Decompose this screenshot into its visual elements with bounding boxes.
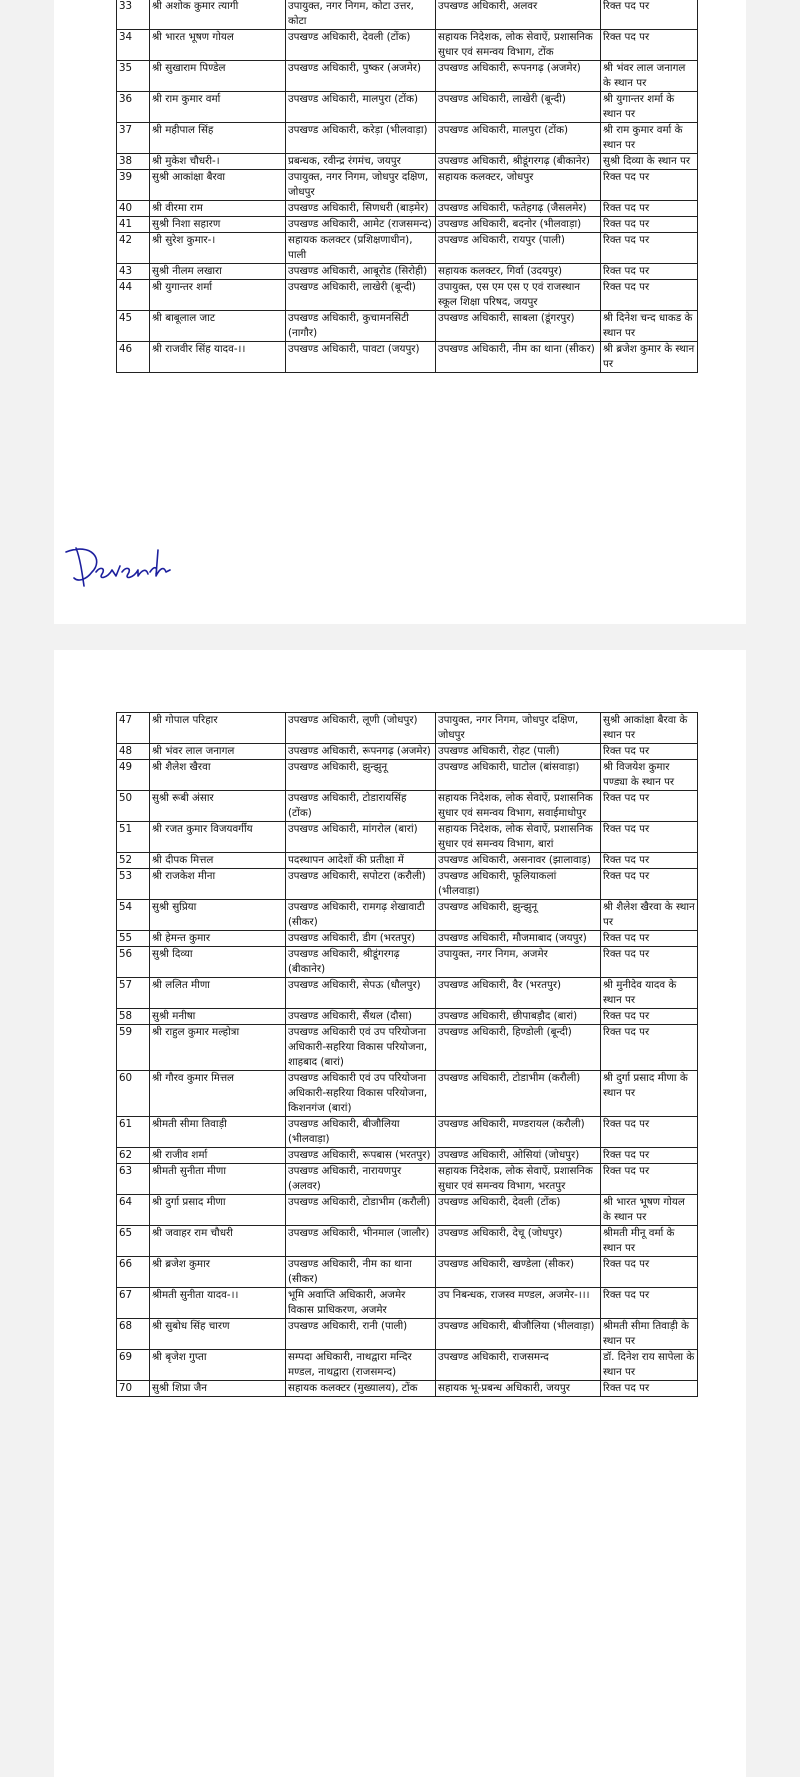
cell-serial-no: 53 (117, 869, 150, 900)
cell-officer-name: सुश्री नीलम लखारा (150, 264, 286, 280)
cell-remark: रिक्त पद पर (601, 869, 698, 900)
cell-current-post: उपखण्ड अधिकारी, रूपनगढ़ (अजमेर) (286, 744, 436, 760)
cell-serial-no: 61 (117, 1117, 150, 1148)
cell-current-post: उपखण्ड अधिकारी, डीग (भरतपुर) (286, 931, 436, 947)
cell-remark: डॉ. दिनेश राय सापेला के स्थान पर (601, 1350, 698, 1381)
cell-serial-no: 42 (117, 233, 150, 264)
cell-officer-name: श्री युगान्तर शर्मा (150, 280, 286, 311)
cell-current-post: उपखण्ड अधिकारी, झुन्झुनू (286, 760, 436, 791)
cell-current-post: सहायक कलक्टर (मुख्यालय), टोंक (286, 1381, 436, 1397)
cell-remark: रिक्त पद पर (601, 1009, 698, 1025)
table-row (117, 1164, 698, 1195)
cell-remark: रिक्त पद पर (601, 1025, 698, 1071)
cell-remark: श्री भंवर लाल जनागल के स्थान पर (601, 61, 698, 92)
cell-serial-no: 58 (117, 1009, 150, 1025)
cell-serial-no: 40 (117, 201, 150, 217)
cell-current-post: उपखण्ड अधिकारी एवं उप परियोजना अधिकारी-सहरिया विकास परियोजना, शाहबाद (बारां) (286, 1025, 436, 1071)
cell-new-post: उपखण्ड अधिकारी, रायपुर (पाली) (436, 233, 601, 264)
cell-serial-no: 50 (117, 791, 150, 822)
cell-new-post: सहायक कलक्टर, जोधपुर (436, 170, 601, 201)
cell-remark: श्रीमती सीमा तिवाड़ी के स्थान पर (601, 1319, 698, 1350)
cell-officer-name: सुश्री निशा सहारण (150, 217, 286, 233)
cell-serial-no: 68 (117, 1319, 150, 1350)
cell-remark: रिक्त पद पर (601, 1117, 698, 1148)
cell-new-post: उपखण्ड अधिकारी, देवली (टोंक) (436, 1195, 601, 1226)
cell-new-post: उपखण्ड अधिकारी, हिण्डोली (बून्दी) (436, 1025, 601, 1071)
cell-officer-name: श्री राम कुमार वर्मा (150, 92, 286, 123)
cell-current-post: उपखण्ड अधिकारी, मांगरोल (बारां) (286, 822, 436, 853)
cell-remark: रिक्त पद पर (601, 853, 698, 869)
cell-officer-name: श्री जवाहर राम चौधरी (150, 1226, 286, 1257)
cell-new-post: उपखण्ड अधिकारी, मौजमाबाद (जयपुर) (436, 931, 601, 947)
cell-current-post: उपखण्ड अधिकारी, बीजौलिया (भीलवाड़ा) (286, 1117, 436, 1148)
cell-new-post: उपखण्ड अधिकारी, मालपुरा (टोंक) (436, 123, 601, 154)
cell-new-post: उपखण्ड अधिकारी, साबला (डूंगरपुर) (436, 311, 601, 342)
table-row (117, 1148, 698, 1164)
cell-serial-no: 39 (117, 170, 150, 201)
cell-current-post: उपखण्ड अधिकारी, आबूरोड (सिरोही) (286, 264, 436, 280)
cell-new-post: उपायुक्त, नगर निगम, जोधपुर दक्षिण, जोधपुर (436, 713, 601, 744)
cell-new-post: उपखण्ड अधिकारी, श्रीडूंगरगढ़ (बीकानेर) (436, 154, 601, 170)
cell-remark: रिक्त पद पर (601, 201, 698, 217)
table-row (117, 869, 698, 900)
cell-current-post: उपखण्ड अधिकारी, टोडाभीम (करौली) (286, 1195, 436, 1226)
cell-serial-no: 70 (117, 1381, 150, 1397)
cell-serial-no: 43 (117, 264, 150, 280)
cell-remark: सुश्री दिव्या के स्थान पर (601, 154, 698, 170)
cell-current-post: उपखण्ड अधिकारी, सिणधरी (बाड़मेर) (286, 201, 436, 217)
cell-officer-name: श्री सुरेश कुमार-। (150, 233, 286, 264)
table-row (117, 233, 698, 264)
table-row (117, 791, 698, 822)
cell-serial-no: 60 (117, 1071, 150, 1117)
table-row (117, 92, 698, 123)
cell-officer-name: श्री दुर्गा प्रसाद मीणा (150, 1195, 286, 1226)
cell-remark: रिक्त पद पर (601, 947, 698, 978)
cell-serial-no: 62 (117, 1148, 150, 1164)
cell-remark: रिक्त पद पर (601, 1288, 698, 1319)
cell-officer-name: सुश्री मनीषा (150, 1009, 286, 1025)
cell-new-post: उपखण्ड अधिकारी, नीम का थाना (सीकर) (436, 342, 601, 373)
table-row (117, 1226, 698, 1257)
cell-remark: रिक्त पद पर (601, 791, 698, 822)
cell-current-post: उपखण्ड अधिकारी, रामगढ़ शेखावाटी (सीकर) (286, 900, 436, 931)
cell-remark: रिक्त पद पर (601, 233, 698, 264)
cell-current-post: प्रबन्धक, रवीन्द्र रंगमंच, जयपुर (286, 154, 436, 170)
cell-remark: रिक्त पद पर (601, 1381, 698, 1397)
cell-serial-no: 47 (117, 713, 150, 744)
transfer-table-page-2 (116, 712, 698, 1397)
table-row (117, 30, 698, 61)
cell-current-post: उपखण्ड अधिकारी, लूणी (जोधपुर) (286, 713, 436, 744)
cell-new-post: उपखण्ड अधिकारी, असनावर (झालावाड़) (436, 853, 601, 869)
table-row (117, 1009, 698, 1025)
cell-serial-no: 49 (117, 760, 150, 791)
cell-new-post: उपखण्ड अधिकारी, छीपाबड़ौद (बारां) (436, 1009, 601, 1025)
cell-new-post: सहायक निदेशक, लोक सेवाऐं, प्रशासनिक सुधार एवं समन्वय विभाग, टोंक (436, 30, 601, 61)
cell-serial-no: 56 (117, 947, 150, 978)
cell-officer-name: श्री शैलेश खैरवा (150, 760, 286, 791)
cell-new-post: सहायक निदेशक, लोक सेवाऐं, प्रशासनिक सुधार एवं समन्वय विभाग, सवाईमाधोपुर (436, 791, 601, 822)
cell-remark: श्री दिनेश चन्द धाकड के स्थान पर (601, 311, 698, 342)
cell-officer-name: श्री ललित मीणा (150, 978, 286, 1009)
cell-current-post: उपखण्ड अधिकारी, नीम का थाना (सीकर) (286, 1257, 436, 1288)
cell-officer-name: श्री गौरव कुमार मित्तल (150, 1071, 286, 1117)
cell-remark: श्री दुर्गा प्रसाद मीणा के स्थान पर (601, 1071, 698, 1117)
cell-serial-no: 67 (117, 1288, 150, 1319)
cell-officer-name: श्रीमती सीमा तिवाड़ी (150, 1117, 286, 1148)
cell-officer-name: सुश्री रूबी अंसार (150, 791, 286, 822)
table-row (117, 1117, 698, 1148)
cell-current-post: उपखण्ड अधिकारी, श्रीडूंगरगढ़ (बीकानेर) (286, 947, 436, 978)
cell-officer-name: श्री सुबोध सिंह चारण (150, 1319, 286, 1350)
cell-remark: रिक्त पद पर (601, 264, 698, 280)
cell-officer-name: श्री भंवर लाल जनागल (150, 744, 286, 760)
cell-current-post: उपखण्ड अधिकारी, मालपुरा (टोंक) (286, 92, 436, 123)
cell-serial-no: 59 (117, 1025, 150, 1071)
table-row (117, 201, 698, 217)
table-row (117, 1381, 698, 1397)
cell-officer-name: श्री सुखाराम पिण्डेल (150, 61, 286, 92)
cell-current-post: उपखण्ड अधिकारी, पावटा (जयपुर) (286, 342, 436, 373)
cell-current-post: उपखण्ड अधिकारी, रानी (पाली) (286, 1319, 436, 1350)
table-row (117, 1288, 698, 1319)
cell-new-post: उपखण्ड अधिकारी, लाखेरी (बून्दी) (436, 92, 601, 123)
cell-remark: श्री मुनीदेव यादव के स्थान पर (601, 978, 698, 1009)
table-row (117, 61, 698, 92)
cell-new-post: उपखण्ड अधिकारी, वैर (भरतपुर) (436, 978, 601, 1009)
cell-current-post: उपखण्ड अधिकारी, कुचामनसिटी (नागौर) (286, 311, 436, 342)
cell-officer-name: श्रीमती सुनीता मीणा (150, 1164, 286, 1195)
table-row (117, 311, 698, 342)
cell-remark: रिक्त पद पर (601, 822, 698, 853)
cell-current-post: उपायुक्त, नगर निगम, जोधपुर दक्षिण, जोधपुर (286, 170, 436, 201)
cell-officer-name: सुश्री सुप्रिया (150, 900, 286, 931)
cell-new-post: उपखण्ड अधिकारी, फूलियाकलां (भीलवाड़ा) (436, 869, 601, 900)
cell-remark: रिक्त पद पर (601, 280, 698, 311)
cell-serial-no: 65 (117, 1226, 150, 1257)
cell-serial-no: 55 (117, 931, 150, 947)
cell-officer-name: सुश्री दिव्या (150, 947, 286, 978)
cell-serial-no: 63 (117, 1164, 150, 1195)
cell-new-post: उपखण्ड अधिकारी, देचू (जोधपुर) (436, 1226, 601, 1257)
cell-officer-name: श्री राहुल कुमार मल्होत्रा (150, 1025, 286, 1071)
cell-current-post: उपखण्ड अधिकारी एवं उप परियोजना अधिकारी-सहरिया विकास परियोजना, किशनगंज (बारां) (286, 1071, 436, 1117)
cell-officer-name: श्री ब्रजेश कुमार (150, 1257, 286, 1288)
cell-current-post: उपखण्ड अधिकारी, आमेट (राजसमन्द) (286, 217, 436, 233)
cell-remark: रिक्त पद पर (601, 170, 698, 201)
table-row (117, 760, 698, 791)
table-row (117, 264, 698, 280)
cell-remark: रिक्त पद पर (601, 931, 698, 947)
cell-remark: श्री शैलेश खैरवा के स्थान पर (601, 900, 698, 931)
table-row (117, 947, 698, 978)
cell-serial-no: 36 (117, 92, 150, 123)
cell-current-post: पदस्थापन आदेशों की प्रतीक्षा में (286, 853, 436, 869)
table-row (117, 154, 698, 170)
cell-current-post: उपखण्ड अधिकारी, पुष्कर (अजमेर) (286, 61, 436, 92)
cell-new-post: उपखण्ड अधिकारी, रूपनगढ़ (अजमेर) (436, 61, 601, 92)
cell-serial-no: 46 (117, 342, 150, 373)
table-row (117, 1319, 698, 1350)
table-row (117, 1195, 698, 1226)
cell-serial-no: 69 (117, 1350, 150, 1381)
cell-serial-no: 57 (117, 978, 150, 1009)
table-row (117, 713, 698, 744)
table-row (117, 170, 698, 201)
cell-officer-name: श्री गोपाल परिहार (150, 713, 286, 744)
cell-officer-name: श्री राजकेश मीना (150, 869, 286, 900)
cell-current-post: उपखण्ड अधिकारी, देवली (टोंक) (286, 30, 436, 61)
cell-new-post: उपखण्ड अधिकारी, टोडाभीम (करौली) (436, 1071, 601, 1117)
cell-current-post: उपखण्ड अधिकारी, लाखेरी (बून्दी) (286, 280, 436, 311)
cell-officer-name: श्री भारत भूषण गोयल (150, 30, 286, 61)
cell-remark: रिक्त पद पर (601, 1164, 698, 1195)
table-row (117, 1071, 698, 1117)
cell-remark: रिक्त पद पर (601, 30, 698, 61)
cell-officer-name: श्री बृजेश गुप्ता (150, 1350, 286, 1381)
cell-current-post: उपखण्ड अधिकारी, टोडारायसिंह (टोंक) (286, 791, 436, 822)
cell-new-post: उपखण्ड अधिकारी, रोहट (पाली) (436, 744, 601, 760)
cell-officer-name: श्री रजत कुमार विजयवर्गीय (150, 822, 286, 853)
cell-serial-no: 35 (117, 61, 150, 92)
cell-serial-no: 52 (117, 853, 150, 869)
transfer-table-page-1 (116, 0, 698, 373)
cell-new-post: उपखण्ड अधिकारी, राजसमन्द (436, 1350, 601, 1381)
cell-new-post: उपखण्ड अधिकारी, ओसियां (जोधपुर) (436, 1148, 601, 1164)
table-row (117, 280, 698, 311)
cell-current-post: उपखण्ड अधिकारी, करेड़ा (भीलवाड़ा) (286, 123, 436, 154)
cell-new-post: उपखण्ड अधिकारी, फतेहगढ़ (जैसलमेर) (436, 201, 601, 217)
table-row (117, 900, 698, 931)
cell-serial-no: 41 (117, 217, 150, 233)
cell-officer-name: श्री राजीव शर्मा (150, 1148, 286, 1164)
table-row (117, 123, 698, 154)
cell-remark: श्री राम कुमार वर्मा के स्थान पर (601, 123, 698, 154)
cell-current-post: सहायक कलक्टर (प्रशिक्षणाधीन), पाली (286, 233, 436, 264)
cell-new-post: उपखण्ड अधिकारी, अलवर (436, 0, 601, 30)
cell-serial-no: 48 (117, 744, 150, 760)
cell-officer-name: श्री दीपक मित्तल (150, 853, 286, 869)
table-row (117, 342, 698, 373)
cell-officer-name: श्रीमती सुनीता यादव-।। (150, 1288, 286, 1319)
cell-remark: रिक्त पद पर (601, 1257, 698, 1288)
cell-officer-name: श्री मुकेश चौधरी-। (150, 154, 286, 170)
cell-current-post: भूमि अवाप्ति अधिकारी, अजमेर विकास प्राधिकरण, अजमेर (286, 1288, 436, 1319)
table-row (117, 217, 698, 233)
cell-officer-name: सुश्री शिप्रा जैन (150, 1381, 286, 1397)
cell-new-post: उपायुक्त, नगर निगम, अजमेर (436, 947, 601, 978)
cell-current-post: उपखण्ड अधिकारी, रूपबास (भरतपुर) (286, 1148, 436, 1164)
cell-serial-no: 51 (117, 822, 150, 853)
document-page-1 (54, 0, 746, 624)
table-row (117, 744, 698, 760)
cell-officer-name: श्री अशोक कुमार त्यागी (150, 0, 286, 30)
cell-remark: श्रीमती मीनू वर्मा के स्थान पर (601, 1226, 698, 1257)
signature-page-1 (62, 542, 182, 596)
cell-remark: रिक्त पद पर (601, 0, 698, 30)
table-row (117, 931, 698, 947)
cell-new-post: उपखण्ड अधिकारी, बदनोर (भीलवाड़ा) (436, 217, 601, 233)
cell-serial-no: 54 (117, 900, 150, 931)
handwritten-signature-icon (62, 542, 182, 592)
cell-serial-no: 38 (117, 154, 150, 170)
cell-serial-no: 66 (117, 1257, 150, 1288)
cell-serial-no: 45 (117, 311, 150, 342)
document-page-2 (54, 650, 746, 1777)
cell-remark: रिक्त पद पर (601, 1148, 698, 1164)
cell-new-post: उपखण्ड अधिकारी, झुन्झुनू (436, 900, 601, 931)
cell-officer-name: श्री बाबूलाल जाट (150, 311, 286, 342)
cell-new-post: सहायक निदेशक, लोक सेवाऐं, प्रशासनिक सुधार एवं समन्वय विभाग, बारां (436, 822, 601, 853)
cell-new-post: सहायक कलक्टर, गिर्वा (उदयपुर) (436, 264, 601, 280)
cell-current-post: उपखण्ड अधिकारी, सपोटरा (करौली) (286, 869, 436, 900)
cell-new-post: उपायुक्त, एस एम एस ए एवं राजस्थान स्कूल शिक्षा परिषद, जयपुर (436, 280, 601, 311)
cell-current-post: उपखण्ड अधिकारी, सैंथल (दौसा) (286, 1009, 436, 1025)
cell-remark: श्री विजयेश कुमार पण्ड्या के स्थान पर (601, 760, 698, 791)
cell-remark: श्री ब्रजेश कुमार के स्थान पर (601, 342, 698, 373)
table-row (117, 1257, 698, 1288)
cell-remark: रिक्त पद पर (601, 744, 698, 760)
cell-officer-name: श्री राजवीर सिंह यादव-।। (150, 342, 286, 373)
cell-officer-name: श्री हेमन्त कुमार (150, 931, 286, 947)
cell-new-post: उप निबन्धक, राजस्व मण्डल, अजमेर-।।। (436, 1288, 601, 1319)
cell-new-post: उपखण्ड अधिकारी, बीजौलिया (भीलवाड़ा) (436, 1319, 601, 1350)
cell-serial-no: 34 (117, 30, 150, 61)
cell-current-post: उपखण्ड अधिकारी, भीनमाल (जालौर) (286, 1226, 436, 1257)
table-row (117, 0, 698, 30)
cell-new-post: उपखण्ड अधिकारी, मण्डरायल (करौली) (436, 1117, 601, 1148)
cell-serial-no: 33 (117, 0, 150, 30)
cell-remark: श्री भारत भूषण गोयल के स्थान पर (601, 1195, 698, 1226)
cell-remark: श्री युगान्तर शर्मा के स्थान पर (601, 92, 698, 123)
table-row (117, 1350, 698, 1381)
cell-officer-name: सुश्री आकांक्षा बैरवा (150, 170, 286, 201)
cell-new-post: सहायक भू-प्रबन्ध अधिकारी, जयपुर (436, 1381, 601, 1397)
cell-current-post: सम्पदा अधिकारी, नाथद्वारा मन्दिर मण्डल, नाथद्वारा (राजसमन्द) (286, 1350, 436, 1381)
cell-serial-no: 37 (117, 123, 150, 154)
table-row (117, 978, 698, 1009)
table-row (117, 822, 698, 853)
table-row (117, 1025, 698, 1071)
cell-new-post: उपखण्ड अधिकारी, घाटोल (बांसवाड़ा) (436, 760, 601, 791)
cell-officer-name: श्री वीरमा राम (150, 201, 286, 217)
table-row (117, 853, 698, 869)
cell-serial-no: 64 (117, 1195, 150, 1226)
cell-remark: सुश्री आकांक्षा बैरवा के स्थान पर (601, 713, 698, 744)
cell-remark: रिक्त पद पर (601, 217, 698, 233)
cell-serial-no: 44 (117, 280, 150, 311)
cell-current-post: उपखण्ड अधिकारी, सेपऊ (धौलपुर) (286, 978, 436, 1009)
cell-new-post: सहायक निदेशक, लोक सेवाऐं, प्रशासनिक सुधार एवं समन्वय विभाग, भरतपुर (436, 1164, 601, 1195)
cell-officer-name: श्री महीपाल सिंह (150, 123, 286, 154)
cell-current-post: उपखण्ड अधिकारी, नारायणपुर (अलवर) (286, 1164, 436, 1195)
cell-new-post: उपखण्ड अधिकारी, खण्डेला (सीकर) (436, 1257, 601, 1288)
cell-current-post: उपायुक्त, नगर निगम, कोटा उत्तर, कोटा (286, 0, 436, 30)
